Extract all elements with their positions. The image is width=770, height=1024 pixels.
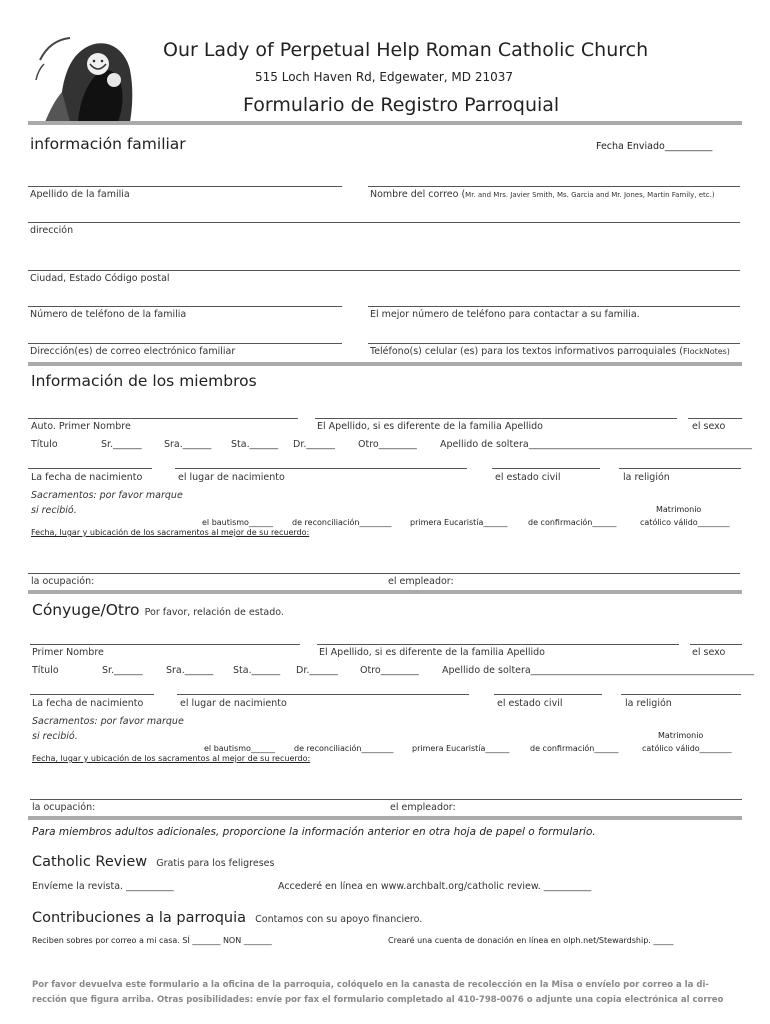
confirmation-field[interactable]: de confirmación______ <box>528 518 617 527</box>
catholic-review-title: Catholic Review <box>32 854 148 870</box>
spouse-valid-marriage-field[interactable]: católico válido________ <box>642 744 732 753</box>
sacrament-details-field[interactable]: Fecha, lugar y ubicación de los sacramentos al mejor de su recuerdo: <box>31 528 310 537</box>
spouse-alt-surname-line <box>317 644 679 645</box>
divider <box>28 816 742 820</box>
religion-field[interactable]: la religión <box>623 472 670 483</box>
birth-date-line <box>28 468 152 469</box>
city-state-zip-field[interactable]: Ciudad, Estado Código postal <box>30 273 170 284</box>
spouse-sacraments-instruction: Sacramentos: por favor marque <box>32 716 184 727</box>
spouse-first-name-field[interactable]: Primer Nombre <box>32 647 104 658</box>
family-email-field[interactable]: Dirección(es) de correo electrónico familiar <box>30 346 236 357</box>
spouse-section-heading <box>32 600 284 619</box>
marriage-label: Matrimonio <box>656 505 702 514</box>
spouse-marital-status-line <box>494 694 602 695</box>
spouse-religion-field[interactable]: la religión <box>625 698 672 709</box>
send-magazine-field[interactable]: Envíeme la revista. __________ <box>32 881 174 892</box>
occupation-field[interactable]: la ocupación: <box>31 576 95 587</box>
spouse-occupation-line <box>30 799 742 800</box>
spouse-confirmation-field[interactable]: de confirmación______ <box>530 744 619 753</box>
spouse-baptism-field[interactable]: el bautismo______ <box>204 744 275 753</box>
church-address: 515 Loch Haven Rd, Edgewater, MD 21037 <box>255 70 514 84</box>
catholic-review-note: Gratis para los feligreses <box>156 858 275 869</box>
birth-date-field[interactable]: La fecha de nacimiento <box>31 472 143 483</box>
cell-line <box>368 343 740 344</box>
spouse-sex-line <box>690 644 742 645</box>
email-line <box>28 343 342 344</box>
divider <box>28 121 742 125</box>
church-icon-image <box>30 30 140 122</box>
birth-place-field[interactable]: el lugar de nacimiento <box>178 472 285 483</box>
marital-status-field[interactable]: el estado civil <box>495 472 561 483</box>
birth-place-line <box>175 468 467 469</box>
other-field[interactable]: Otro________ <box>358 439 417 450</box>
spouse-sacraments-instruction-2: si recibió. <box>32 731 78 742</box>
spouse-birth-place-line <box>177 694 469 695</box>
spouse-employer-field[interactable]: el empleador: <box>390 802 456 813</box>
mail-name-line <box>368 186 740 187</box>
spouse-mrs-field[interactable]: Sra.______ <box>166 665 214 676</box>
cell-phone-suffix: FlockNotes) <box>682 347 730 356</box>
spouse-heading: Cónyuge/Otro <box>32 601 140 619</box>
divider <box>28 362 742 366</box>
title-label: Título <box>31 439 58 450</box>
dr-field[interactable]: Dr.______ <box>293 439 335 450</box>
cell-phone-field[interactable] <box>370 346 730 357</box>
spouse-communion-field[interactable]: primera Eucaristía______ <box>412 744 510 753</box>
ms-field[interactable]: Sta.______ <box>231 439 279 450</box>
sacraments-instruction-2: si recibió. <box>31 505 77 516</box>
phone-line <box>28 306 342 307</box>
spouse-religion-line <box>621 694 741 695</box>
surname-field[interactable]: Apellido de la familia <box>30 189 130 200</box>
spouse-heading-note: Por favor, relación de estado. <box>144 607 284 618</box>
contributions-title: Contribuciones a la parroquia <box>32 910 247 926</box>
employer-field[interactable]: el empleador: <box>388 576 454 587</box>
spouse-other-field[interactable]: Otro________ <box>360 665 419 676</box>
spouse-birth-date-field[interactable]: La fecha de nacimiento <box>32 698 144 709</box>
church-name: Our Lady of Perpetual Help Roman Catholic Church <box>163 39 649 61</box>
marital-status-line <box>492 468 600 469</box>
address-field[interactable]: dirección <box>30 225 74 236</box>
spouse-dr-field[interactable]: Dr.______ <box>296 665 338 676</box>
family-section-heading: información familiar <box>30 135 186 153</box>
surname-line <box>28 186 342 187</box>
spouse-marriage-label: Matrimonio <box>658 731 704 740</box>
mail-name-field[interactable] <box>370 189 715 200</box>
first-name-field[interactable]: Auto. Primer Nombre <box>31 421 131 432</box>
spouse-mr-field[interactable]: Sr.______ <box>102 665 143 676</box>
spouse-reconciliation-field[interactable]: de reconciliación________ <box>294 744 394 753</box>
religion-line <box>619 468 741 469</box>
spouse-title-label: Título <box>32 665 59 676</box>
occupation-line <box>28 573 740 574</box>
spouse-alt-surname-field[interactable]: El Apellido, si es diferente de la familia Apellido <box>319 647 545 658</box>
footer-line-1: Por favor devuelva este formulario a la oficina de la parroquia, colóquelo en la canasta de recolección en la Misa o envíelo por correo a la di- <box>32 980 709 990</box>
online-magazine-field[interactable]: Accederé en línea en www.archbalt.org/catholic review. __________ <box>278 881 592 892</box>
mail-name-label: Nombre del correo ( <box>370 189 466 200</box>
mrs-field[interactable]: Sra.______ <box>164 439 212 450</box>
spouse-sacrament-details-field[interactable]: Fecha, lugar y ubicación de los sacramentos al mejor de su recuerdo: <box>32 754 311 763</box>
family-phone-field[interactable]: Número de teléfono de la familia <box>30 309 187 320</box>
baptism-field[interactable]: el bautismo______ <box>202 518 273 527</box>
contributions-heading <box>32 907 422 926</box>
members-section-heading: Información de los miembros <box>31 372 257 390</box>
spouse-birth-date-line <box>30 694 154 695</box>
mail-name-example: Mr. and Mrs. Javier Smith, Ms. Garcia and Mr. Jones, Martin Family, etc.) <box>465 191 715 199</box>
best-phone-line <box>368 306 740 307</box>
spouse-marital-status-field[interactable]: el estado civil <box>497 698 563 709</box>
divider <box>28 590 742 594</box>
sacraments-instruction: Sacramentos: por favor marque <box>31 490 183 501</box>
contributions-note: Contamos con su apoyo financiero. <box>255 914 423 925</box>
address-line <box>28 222 740 223</box>
reconciliation-field[interactable]: de reconciliación________ <box>292 518 392 527</box>
envelopes-field[interactable]: Reciben sobres por correo a mi casa. SÍ _______ NON _______ <box>32 936 272 945</box>
footer-line-2: rección que figura arriba. Otras posibilidades: envíe por fax el formulario completado al 410-798-0076 o adjunte una copia electrónica al correo <box>32 995 724 1005</box>
spouse-birth-place-field[interactable]: el lugar de nacimiento <box>180 698 287 709</box>
catholic-review-heading <box>32 851 274 870</box>
form-title: Formulario de Registro Parroquial <box>243 94 560 116</box>
spouse-occupation-field[interactable]: la ocupación: <box>32 802 96 813</box>
spouse-first-name-line <box>30 644 300 645</box>
alt-surname-field[interactable]: El Apellido, si es diferente de la familia Apellido <box>317 421 543 432</box>
cell-phone-label: Teléfono(s) celular (es) para los textos informativos parroquiales ( <box>370 346 683 357</box>
additional-members-note: Para miembros adultos adicionales, proporcione la información anterior en otra hoja de papel o formulario. <box>32 826 596 838</box>
best-phone-field[interactable]: El mejor número de teléfono para contactar a su familia. <box>370 309 640 320</box>
date-sent-field[interactable]: Fecha Enviado__________ <box>596 141 713 152</box>
first-name-line <box>28 418 298 419</box>
sex-line <box>688 418 742 419</box>
valid-marriage-field[interactable]: católico válido________ <box>640 518 730 527</box>
spouse-maiden-name-field[interactable]: Apellido de soltera_______________________________________________ <box>442 665 754 676</box>
maiden-name-field[interactable]: Apellido de soltera_______________________________________________ <box>440 439 752 450</box>
sex-field[interactable]: el sexo <box>692 421 726 432</box>
spouse-sex-field[interactable]: el sexo <box>692 647 726 658</box>
online-giving-field[interactable]: Crearé una cuenta de donación en línea en olph.net/Stewardship. _____ <box>388 936 674 945</box>
alt-surname-line <box>315 418 677 419</box>
mr-field[interactable]: Sr.______ <box>101 439 142 450</box>
communion-field[interactable]: primera Eucaristía______ <box>410 518 508 527</box>
city-line <box>28 270 740 271</box>
spouse-ms-field[interactable]: Sta.______ <box>233 665 281 676</box>
